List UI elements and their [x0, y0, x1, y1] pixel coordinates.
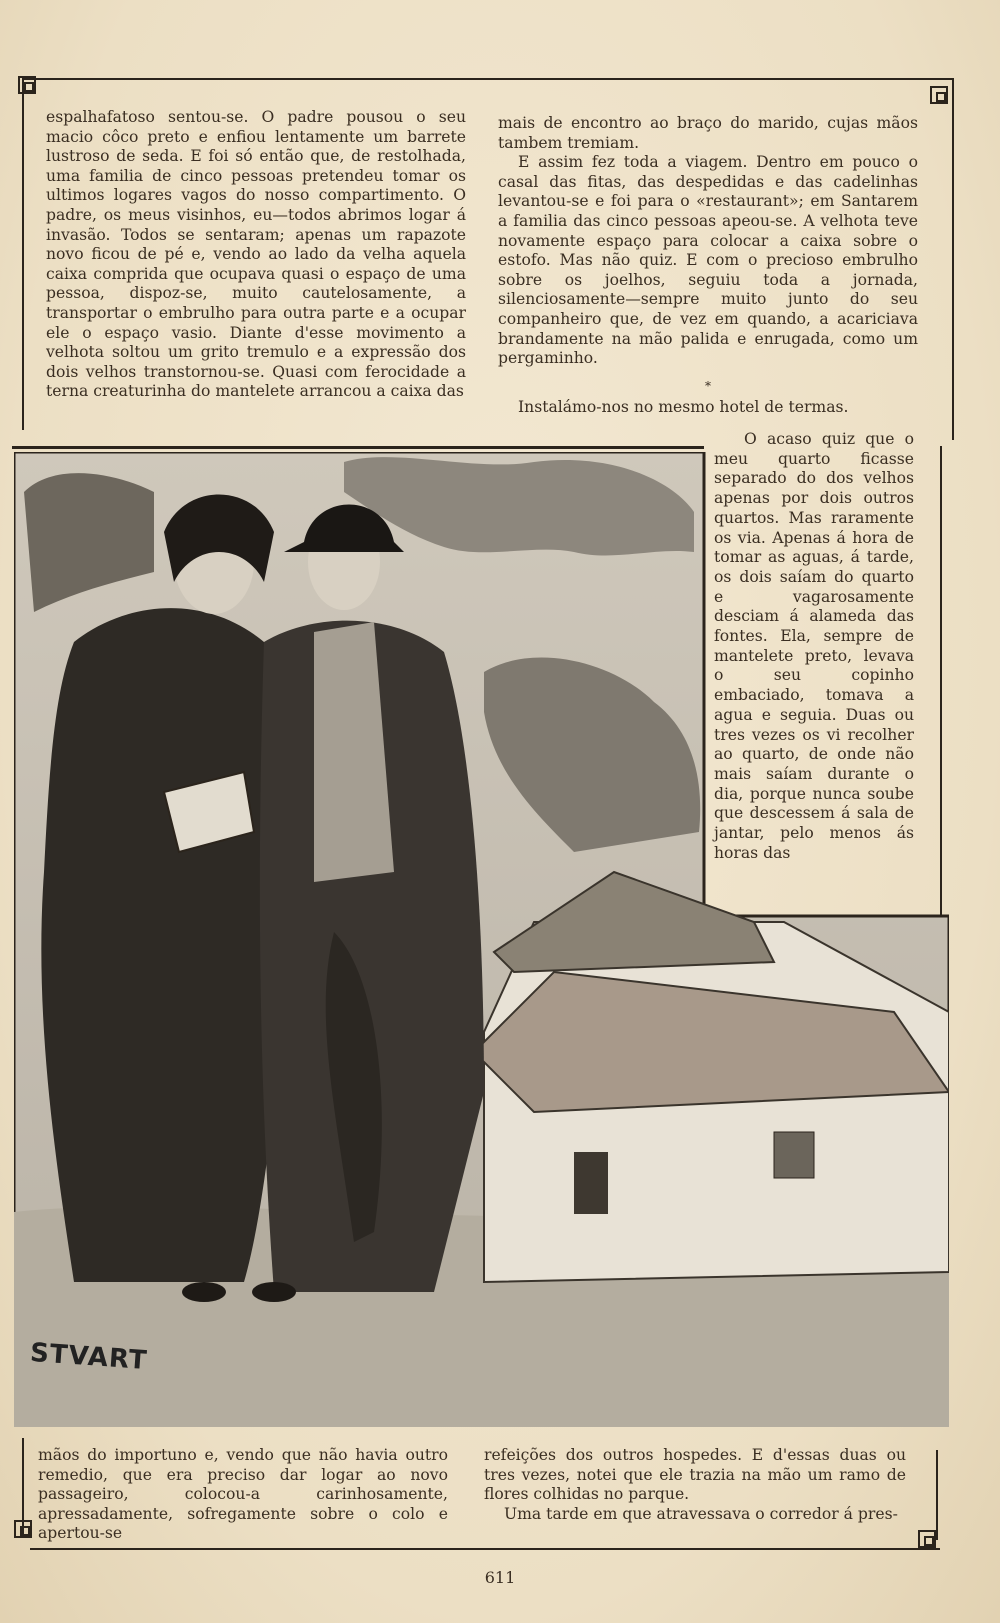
paragraph: O acaso quiz que o meu quarto ficasse separado do dos velhos apenas por dois outros quartos. Mas raramente os via. Apenas á hora de tomar as aguas, á tarde, os dois saíam do quarto e vagarosamente desciam á alameda das fontes. Ela, sempre de mantelete preto, levava o seu copinho embaciado, tomava a agua e seguia. Duas ou tres vezes os vi recolher ao quarto, de onde não mais saíam durante o dia, porque nunca soube que descessem á sala de jantar, pelo menos ás horas das — [714, 430, 914, 862]
paragraph: Uma tarde em que atravessava o corredor á pres- — [504, 1504, 898, 1523]
frame-corner-ornament — [14, 1520, 32, 1538]
top-rule — [22, 78, 954, 80]
paragraph: espalhafatoso sentou-se. O padre pousou o seu macio côco preto e enfiou lentamente um barrete lustroso de seda. E foi só então que, de restolhada, uma familia de cinco pessoas pretendeu tomar os ultimos logares vagos do nosso compartimento. O padre, os meus visinhos, eu—todos abrimos logar á invasão. Todos se sentaram; apenas um rapazote novo ficou de pé e, vendo ao lado da velha aquela caixa comprida que ocupava quasi o espaço de uma pessoa, dispoz-se, muito cautelosamente, a transportar o embrulho para outra parte e a ocupar ele o espaço vasio. Diante d'esse movimento a velhota soltou um grito tremulo e a expressão dos dois velhos transtornou-se. Quasi com ferocidade a terna creaturinha do mantelete arrancou a caixa das — [46, 108, 466, 401]
page-number: 611 — [484, 1568, 516, 1587]
bottom-right-vrule — [936, 1450, 938, 1540]
bottom-right-text-column — [484, 1446, 906, 1524]
inset-text-column — [714, 430, 914, 863]
top-left-text-column — [46, 108, 466, 402]
bottom-left-text-column — [38, 1446, 448, 1544]
illustration-top-rule — [12, 446, 704, 449]
top-rule-left-drop — [22, 78, 24, 430]
right-rule-top — [952, 80, 954, 440]
section-separator: * — [705, 378, 711, 393]
paragraph: mãos do importuno e, vendo que não havia outro remedio, que era preciso dar logar ao novo passageiro, colocou-a carinhosamente, apressadamente, sofregamente sobre o colo e apertou-se — [38, 1446, 448, 1543]
bottom-rule — [30, 1548, 940, 1550]
frame-corner-ornament — [918, 1530, 936, 1548]
artist-signature: STVART — [29, 1337, 149, 1377]
paragraph: refeições dos outros hospedes. E d'essas duas ou tres vezes, notei que ele trazia na mão um ramo de flores colhidas no parque. — [484, 1446, 906, 1504]
frame-corner-ornament — [930, 86, 948, 104]
frame-corner-ornament — [18, 76, 36, 94]
top-right-text-column — [498, 114, 918, 418]
paragraph: mais de encontro ao braço do marido, cujas mãos tambem tremiam. — [498, 114, 918, 152]
paragraph: Instalámo-nos no mesmo hotel de termas. — [518, 398, 849, 417]
paragraph: E assim fez toda a viagem. Dentro em pouco o casal das fitas, das despedidas e das cadelinhas levantou-se e foi para o «restaurant»; em Santarem a familia das cinco pessoas apeou-se. A velhota teve novamente espaço para colocar a caixa sobre o estofo. Mas não quiz. E com o precioso embrulho sobre os joelhos, seguiu toda a jornada, silenciosamente—sempre muito junto do seu companheiro que, de vez em quando, a acariciava brandamente na mão palida e enrugada, como um pergaminho. — [498, 153, 918, 368]
